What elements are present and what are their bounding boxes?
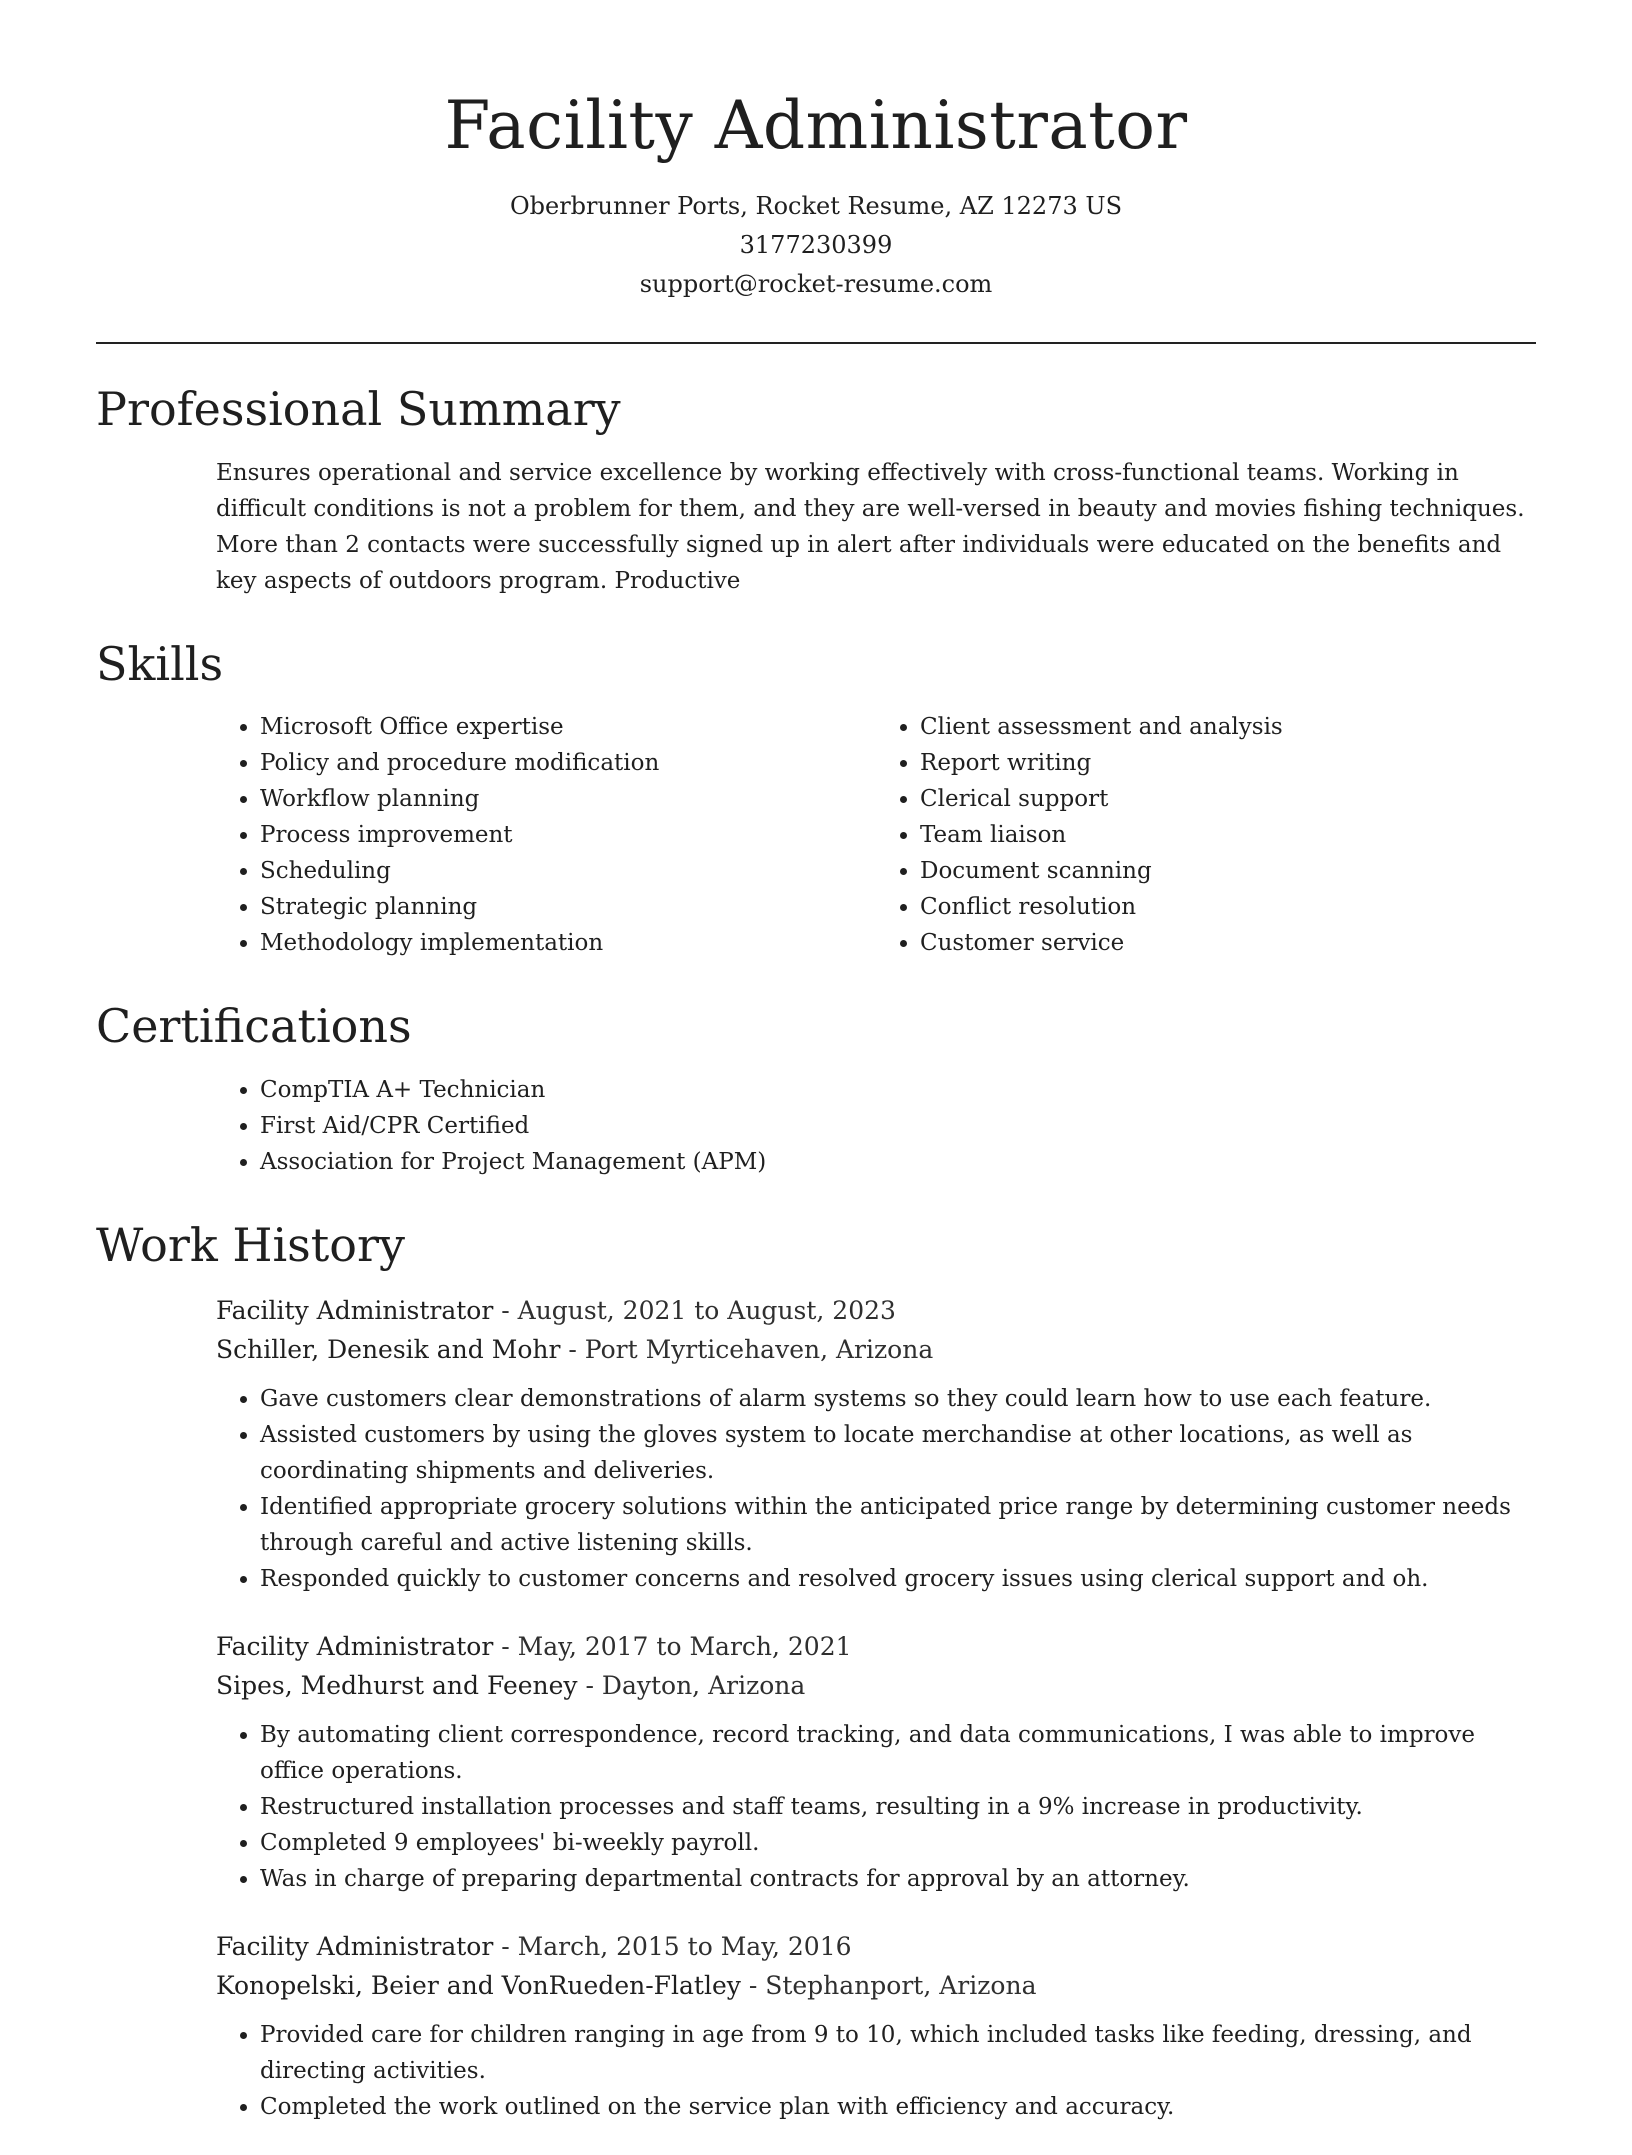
header-divider [96, 342, 1536, 344]
skill-item: • Policy and procedure modification [260, 745, 876, 781]
job-company: Sipes, Medhurst and Feeney [216, 1670, 578, 1700]
skills-section [216, 709, 1536, 961]
job-company: Konopelski, Beier and VonRueden-Flatley [216, 1970, 741, 2000]
skill-item: • Customer service [920, 925, 1536, 961]
skill-item: • Team liaison [920, 817, 1536, 853]
certifications-section [216, 1072, 1536, 1180]
summary-heading: Professional Summary [96, 382, 621, 437]
skill-item: • Microsoft Office expertise [260, 709, 876, 745]
certification-item: • Association for Project Management (APM) [260, 1144, 1536, 1180]
job-location: - Dayton, Arizona [577, 1670, 806, 1700]
job-entry [216, 1627, 1536, 1897]
skill-item: • Strategic planning [260, 889, 876, 925]
job-title-line [216, 1627, 1536, 1666]
certifications-list [216, 1072, 1536, 1180]
job-duty: • Completed 9 employees' bi-weekly payroll. [260, 1825, 1536, 1861]
summary-section [216, 455, 1536, 599]
skill-item: • Methodology implementation [260, 925, 876, 961]
job-role: Facility Administrator [216, 1631, 494, 1661]
job-company-line [216, 1330, 1536, 1369]
job-role: Facility Administrator [216, 1295, 494, 1325]
certification-item: • First Aid/CPR Certified [260, 1108, 1536, 1144]
contact-phone: 3177230399 [739, 231, 893, 260]
job-duty: • Assisted customers by using the gloves system to locate merchandise at other locations, as well as coordinating shipments and deliveries. [260, 1417, 1536, 1489]
job-title-line [216, 1927, 1536, 1966]
skill-item: • Workflow planning [260, 781, 876, 817]
job-location: - Stephanport, Arizona [740, 1970, 1037, 2000]
resume-header [96, 0, 1536, 304]
certification-item: • CompTIA A+ Technician [260, 1072, 1536, 1108]
job-entry [216, 1291, 1536, 1597]
candidate-name: Facility Administrator [444, 87, 1188, 164]
skills-list-left [216, 709, 876, 961]
contact-block [96, 187, 1536, 304]
job-role: Facility Administrator [216, 1931, 494, 1961]
job-company-line [216, 1666, 1536, 1705]
job-company: Schiller, Denesik and Mohr [216, 1334, 561, 1364]
contact-address: Oberbrunner Ports, Rocket Resume, AZ 12273 US [509, 192, 1123, 221]
skills-heading: Skills [96, 636, 224, 691]
job-duty: • Completed the work outlined on the service plan with efficiency and accuracy. [260, 2089, 1536, 2125]
job-duty: • Gave customers clear demonstrations of alarm systems so they could learn how to use each feature. [260, 1381, 1536, 1417]
job-duty: • Was in charge of preparing departmental contracts for approval by an attorney. [260, 1861, 1536, 1897]
job-company-line [216, 1966, 1536, 2005]
job-duty: • Responded quickly to customer concerns and resolved grocery issues using clerical support and oh. [260, 1561, 1536, 1597]
job-duties-list [216, 1717, 1536, 1897]
job-entry [216, 1927, 1536, 2125]
job-dates: - March, 2015 to May, 2016 [493, 1931, 852, 1961]
skill-item: • Conflict resolution [920, 889, 1536, 925]
work-history-heading: Work History [96, 1217, 405, 1272]
certifications-heading: Certifications [96, 999, 412, 1054]
summary-text: Ensures operational and service excellence by working effectively with cross-functional teams. Working in difficult conditions is not a problem for them, and they are well-versed in beauty and movies fishing techniques. More than 2 contacts were successfully signed up in alert after individuals were educated on the benefits and key aspects of outdoors program. Productive [216, 459, 1525, 594]
job-duty: • Identified appropriate grocery solutions within the anticipated price range by determining customer needs through careful and active listening skills. [260, 1489, 1536, 1561]
job-title-line [216, 1291, 1536, 1330]
job-location: - Port Myrticehaven, Arizona [560, 1334, 934, 1364]
job-dates: - May, 2017 to March, 2021 [493, 1631, 852, 1661]
job-duties-list [216, 1381, 1536, 1597]
skill-item: • Report writing [920, 745, 1536, 781]
skill-item: • Process improvement [260, 817, 876, 853]
job-duties-list [216, 2017, 1536, 2125]
skills-list-right [876, 709, 1536, 961]
job-duty: • Restructured installation processes and staff teams, resulting in a 9% increase in productivity. [260, 1789, 1536, 1825]
job-dates: - August, 2021 to August, 2023 [493, 1295, 896, 1325]
skill-item: • Document scanning [920, 853, 1536, 889]
skill-item: • Clerical support [920, 781, 1536, 817]
contact-email: support@rocket-resume.com [639, 270, 993, 299]
job-duty: • By automating client correspondence, record tracking, and data communications, I was able to improve office operations. [260, 1717, 1536, 1789]
job-duty: • Provided care for children ranging in age from 9 to 10, which included tasks like feeding, dressing, and directing activities. [260, 2017, 1536, 2089]
skill-item: • Client assessment and analysis [920, 709, 1536, 745]
resume-page [96, 0, 1536, 2155]
skill-item: • Scheduling [260, 853, 876, 889]
